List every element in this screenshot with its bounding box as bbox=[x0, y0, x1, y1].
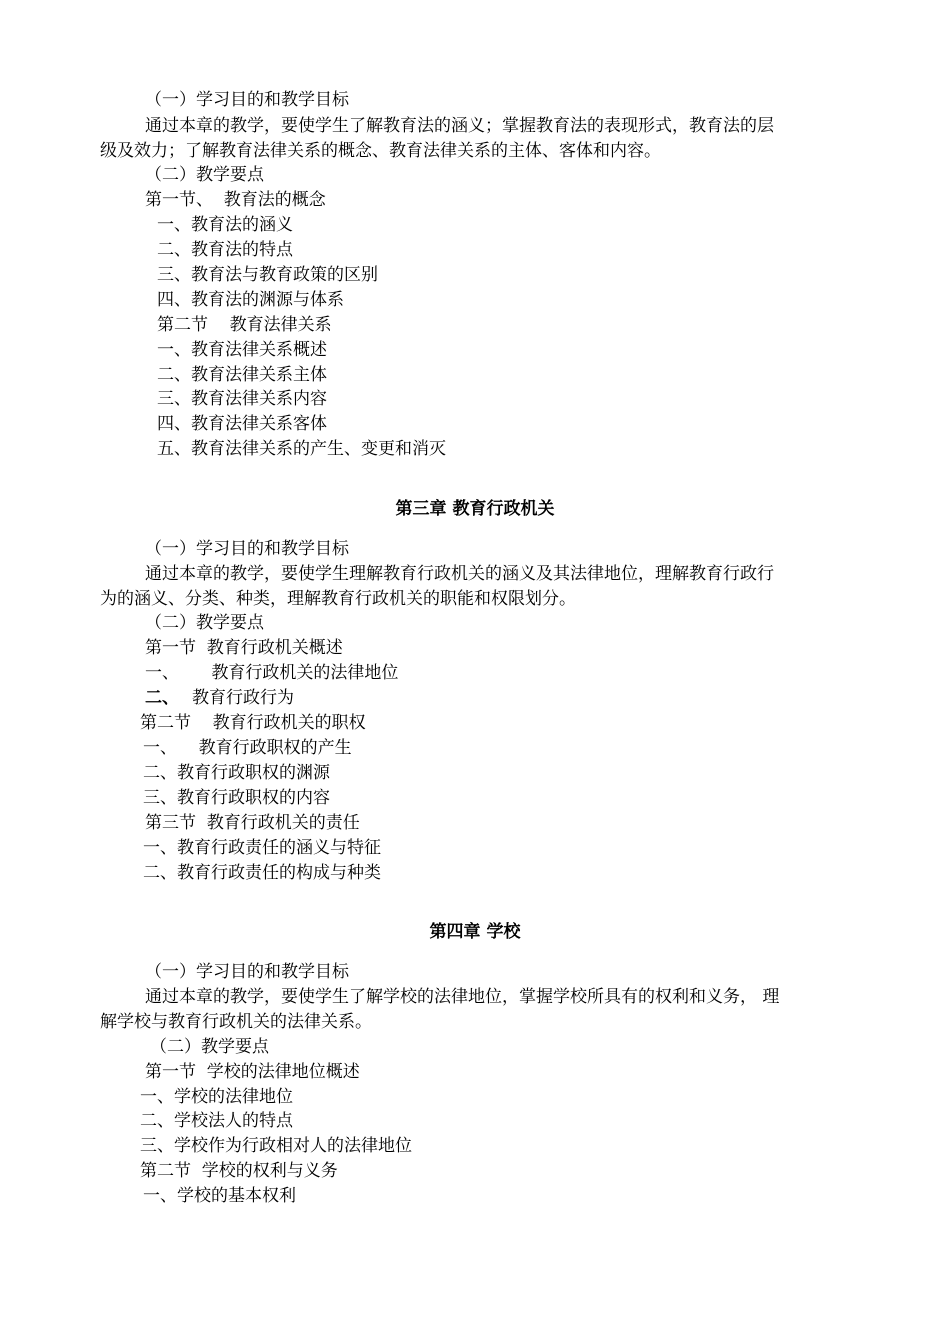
list-item: 二、教育行政责任的构成与种类 bbox=[143, 863, 381, 883]
goal-text-line: 通过本章的教学，要使学生理解教育行政机关的涵义及其法律地位，理解教育行政行 bbox=[145, 564, 774, 584]
list-item: 一、学校的基本权利 bbox=[143, 1186, 296, 1206]
goal-heading: （一）学习目的和教学目标 bbox=[145, 962, 349, 982]
section-heading: 第三节 教育行政机关的责任 bbox=[145, 813, 360, 833]
list-item: 五、教育法律关系的产生、变更和消灭 bbox=[157, 439, 446, 459]
section-heading: 第一节 学校的法律地位概述 bbox=[145, 1062, 360, 1082]
section-heading: 第一节、 教育法的概念 bbox=[145, 190, 326, 210]
section-heading: 第二节 教育法律关系 bbox=[157, 315, 332, 335]
goal-heading: （一）学习目的和教学目标 bbox=[145, 539, 349, 559]
list-item: 一、教育法的涵义 bbox=[157, 215, 293, 235]
goal-text-line: 级及效力；了解教育法律关系的概念、教育法律关系的主体、客体和内容。 bbox=[100, 141, 661, 161]
list-item: 一、教育法律关系概述 bbox=[157, 340, 327, 360]
chapter-title: 第四章 学校 bbox=[429, 922, 521, 942]
list-item: 一、教育行政责任的涵义与特征 bbox=[143, 838, 381, 858]
goal-text-line: 为的涵义、分类、种类，理解教育行政机关的职能和权限划分。 bbox=[100, 589, 576, 609]
section-heading: 第二节 学校的权利与义务 bbox=[140, 1161, 338, 1181]
list-item: 一、 教育行政机关的法律地位 bbox=[145, 663, 399, 683]
list-item: 三、教育法与教育政策的区别 bbox=[157, 265, 378, 285]
list-item: 四、教育法的渊源与体系 bbox=[157, 290, 344, 310]
list-item: 四、教育法律关系客体 bbox=[157, 414, 327, 434]
list-item: 二、教育行政职权的渊源 bbox=[143, 763, 330, 783]
section-heading: 第一节 教育行政机关概述 bbox=[145, 638, 343, 658]
list-item: 三、学校作为行政相对人的法律地位 bbox=[140, 1136, 412, 1156]
points-heading: （二）教学要点 bbox=[150, 1037, 269, 1057]
goal-text-line: 解学校与教育行政机关的法律关系。 bbox=[100, 1012, 372, 1032]
list-item: 三、教育法律关系内容 bbox=[157, 389, 327, 409]
list-item: 二、学校法人的特点 bbox=[140, 1111, 293, 1131]
list-item-number: 二、 bbox=[145, 688, 179, 708]
points-heading: （二）教学要点 bbox=[145, 165, 264, 185]
list-item: 一、学校的法律地位 bbox=[140, 1087, 293, 1107]
list-item: 二、教育法律关系主体 bbox=[157, 365, 327, 385]
goal-text-line: 通过本章的教学，要使学生了解学校的法律地位，掌握学校所具有的权利和义务， 理 bbox=[145, 987, 780, 1007]
points-heading: （二）教学要点 bbox=[145, 613, 264, 633]
list-item: 教育行政行为 bbox=[192, 688, 294, 708]
list-item: 二、教育法的特点 bbox=[157, 240, 293, 260]
goal-heading: （一）学习目的和教学目标 bbox=[145, 90, 349, 110]
chapter-title: 第三章 教育行政机关 bbox=[395, 499, 555, 519]
list-item: 三、教育行政职权的内容 bbox=[143, 788, 330, 808]
list-item: 一、 教育行政职权的产生 bbox=[143, 738, 352, 758]
goal-text-line: 通过本章的教学，要使学生了解教育法的涵义；掌握教育法的表现形式，教育法的层 bbox=[145, 116, 774, 136]
section-heading: 第二节 教育行政机关的职权 bbox=[140, 713, 366, 733]
